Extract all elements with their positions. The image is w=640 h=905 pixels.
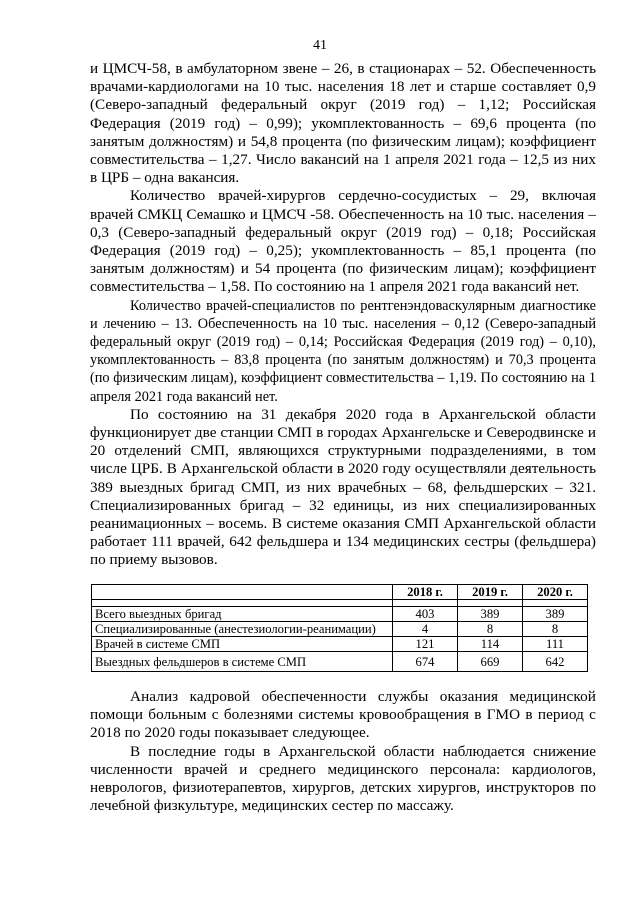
table-cell-label: Всего выездных бригад [92, 607, 393, 622]
table-cell-2018: 674 [393, 652, 458, 672]
table-header-empty [92, 585, 393, 600]
table-cell-label: Выездных фельдшеров в системе СМП [92, 652, 393, 672]
table-row [92, 622, 588, 637]
paragraph-decline: В последние годы в Архангельской области наблюдается снижение численности врачей и среднего медицинского персонала: кардиологов, неврологов, физиотерапевтов, хирургов, детских хирургов, инструкторов по лечебной физкультуре, медицинских сестер по массажу. [90, 742, 596, 815]
conclusion-text [90, 688, 596, 815]
paragraph-cardiologists: и ЦМСЧ-58, в амбулаторном звене – 26, в стационарах – 52. Обеспеченность врачами-кардиологами на 10 тыс. населения 18 лет и старше составляет 0,9 (Северо-западный федеральный округ (2019 год) – 1,12; Российская Федерация (2019 год) – 0,99); укомплектованность – 69,6 процента (по занятым должностям) и 54,8 процента (по физическим лицам); коэффициент совместительства – 1,27. Число вакансий на 1 апреля 2021 года – 12,5 из них в ЦРБ – одна вакансия. [90, 60, 596, 187]
table-header-2020: 2020 г. [523, 585, 588, 600]
table-cell-2019: 389 [458, 607, 523, 622]
emergency-staff-table [91, 584, 588, 672]
table-cell-2018: 121 [393, 637, 458, 652]
paragraph-emergency-stations: По состоянию на 31 декабря 2020 года в Архангельской области функционирует две станции СМП в городах Архангельске и Северодвинске и 20 отделений СМП, являющихся структурными подразделениями, в том числе ЦРБ. В Архангельской области в 2020 году осуществляли деятельность 389 выездных бригад СМП, из них врачебных – 68, фельдшерских – 321. Специализированных бригад – 32 единицы, из них специализированных реанимационных – восемь. В системе оказания СМП Архангельской области работает 111 врачей, 642 фельдшера и 134 медицинских сестры (фельдшера) по приему вызовов. [90, 405, 596, 569]
table-cell-2019: 669 [458, 652, 523, 672]
table-cell-2018: 4 [393, 622, 458, 637]
table-spacer-row [92, 600, 588, 607]
page-number: 41 [313, 38, 327, 53]
paragraph-analysis: Анализ кадровой обеспеченности службы оказания медицинской помощи больным с болезнями системы кровообращения в ГМО в период с 2018 по 2020 годы показывает следующее. [90, 688, 596, 742]
table-header-2019: 2019 г. [458, 585, 523, 600]
table-cell-2020: 642 [523, 652, 588, 672]
table-row [92, 637, 588, 652]
main-text [90, 60, 596, 570]
table-cell-2018: 403 [393, 607, 458, 622]
table-cell-2019: 8 [458, 622, 523, 637]
table-header-2018: 2018 г. [393, 585, 458, 600]
table-row [92, 652, 588, 672]
table-cell-label: Специализированные (анестезиологии-реанимации) [92, 622, 393, 637]
table-header-row [92, 585, 588, 600]
table-row [92, 607, 588, 622]
table-cell-label: Врачей в системе СМП [92, 637, 393, 652]
table-cell-2020: 389 [523, 607, 588, 622]
table-cell-2020: 111 [523, 637, 588, 652]
paragraph-endovascular: Количество врачей-специалистов по рентгенэндоваскулярным диагностике и лечению – 13. Обеспеченность на 10 тыс. населения – 0,12 (Северо-западный федеральный округ (2019 год) – 0,14; Российская Федерация (2019 год) – 0,10), укомплектованность – 83,8 процента (по занятым должностям) и 70,3 процента (по физическим лицам), коэффициент совместительства – 1,19. По состоянию на 1 апреля 2021 года вакансий нет. [90, 297, 596, 405]
paragraph-vascular-surgeons: Количество врачей-хирургов сердечно-сосудистых – 29, включая врачей СМКЦ Семашко и ЦМСЧ -58. Обеспеченность на 10 тыс. населения – 0,3 (Северо-западный федеральный округ (2019 год) – 0,18; Российская Федерация (2019 год) – 0,25); укомплектованность – 85,1 процента (по занятым должностям) и 54 процента (по физическим лицам); коэффициент совместительства – 1,58. По состоянию на 1 апреля 2021 года вакансий нет. [90, 187, 596, 296]
table-cell-2019: 114 [458, 637, 523, 652]
table-cell-2020: 8 [523, 622, 588, 637]
